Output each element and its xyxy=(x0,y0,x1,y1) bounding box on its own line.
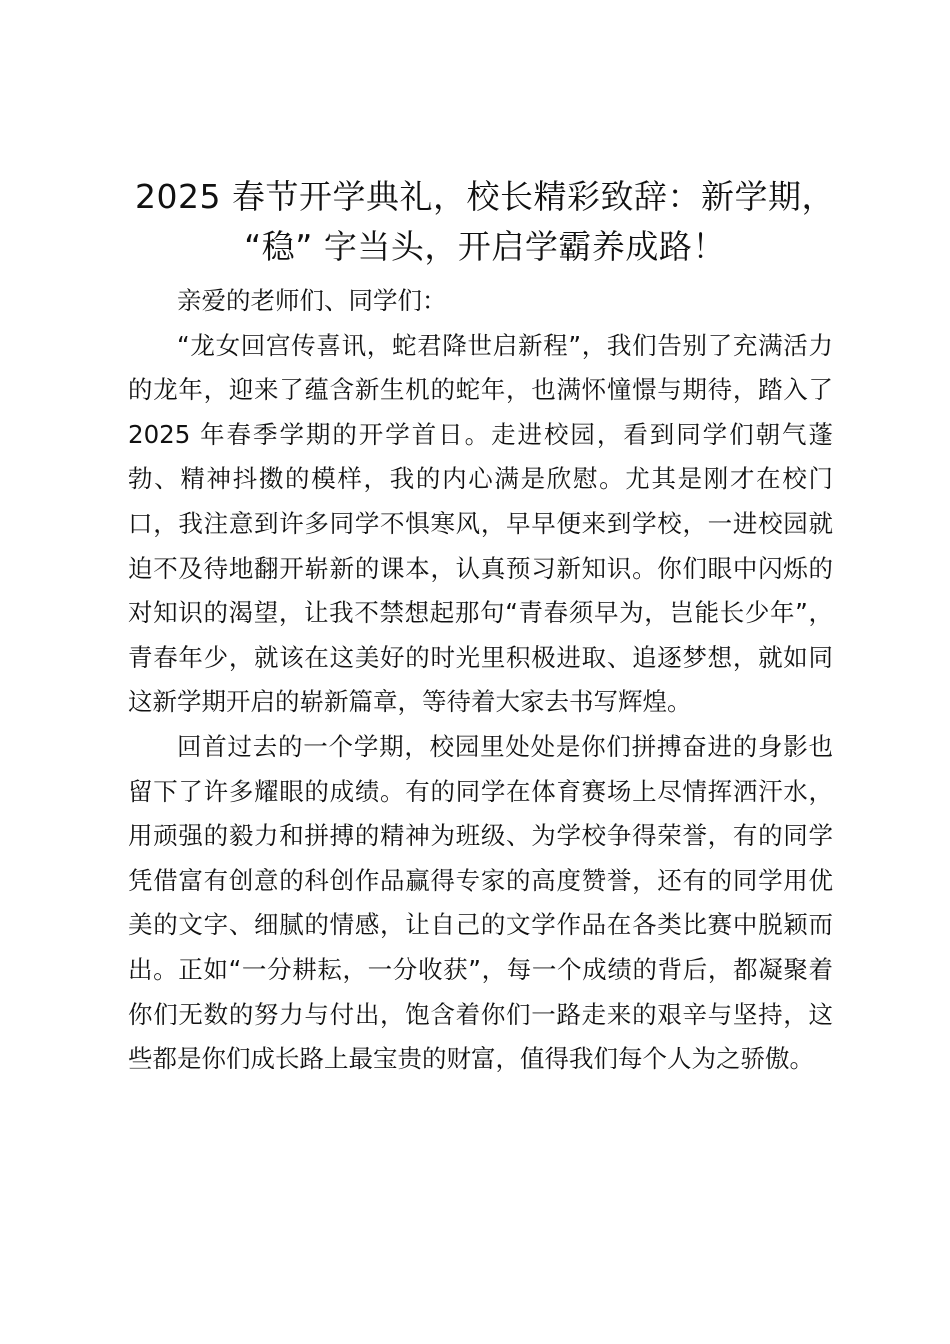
document-body xyxy=(128,279,833,1082)
paragraph-1: “龙女回宫传喜讯，蛇君降世启新程”，我们告别了充满活力的龙年，迎来了蕴含新生机的蛇年，也满怀憧憬与期待，踏入了 2025 年春季学期的开学首日。走进校园，看到同学们朝气蓬勃、精神抖擞的模样，我的内心满是欣慰。尤其是刚才在校门口，我注意到许多同学不惧寒风，早早便来到学校，一进校园就迫不及待地翻开崭新的课本，认真预习新知识。你们眼中闪烁的对知识的渴望，让我不禁想起那句“青春须早为，岂能长少年”，青春年少，就该在这美好的时光里积极进取、追逐梦想，就如同这新学期开启的崭新篇章，等待着大家去书写辉煌。 xyxy=(128,330,833,717)
paragraph-2: 回首过去的一个学期，校园里处处是你们拼搏奋进的身影也留下了许多耀眼的成绩。有的同学在体育赛场上尽情挥洒汗水，用顽强的毅力和拼搏的精神为班级、为学校争得荣誉，有的同学凭借富有创意的科创作品赢得专家的高度赞誉，还有的同学用优美的文字、细腻的情感，让自己的文学作品在各类比赛中脱颖而出。正如“一分耕耘，一分收获”，每一个成绩的背后，都凝聚着你们无数的努力与付出，饱含着你们一路走来的艰辛与坚持，这些都是你们成长路上最宝贵的财富，值得我们每个人为之骄傲。 xyxy=(128,731,833,1074)
title-line-2: “稳” 字当头，开启学霸养成路！ xyxy=(244,227,726,266)
greeting-paragraph: 亲爱的老师们、同学们： xyxy=(177,286,447,315)
title-line-1: 2025 春节开学典礼，校长精彩致辞：新学期， xyxy=(135,177,835,216)
document-title xyxy=(100,172,870,272)
